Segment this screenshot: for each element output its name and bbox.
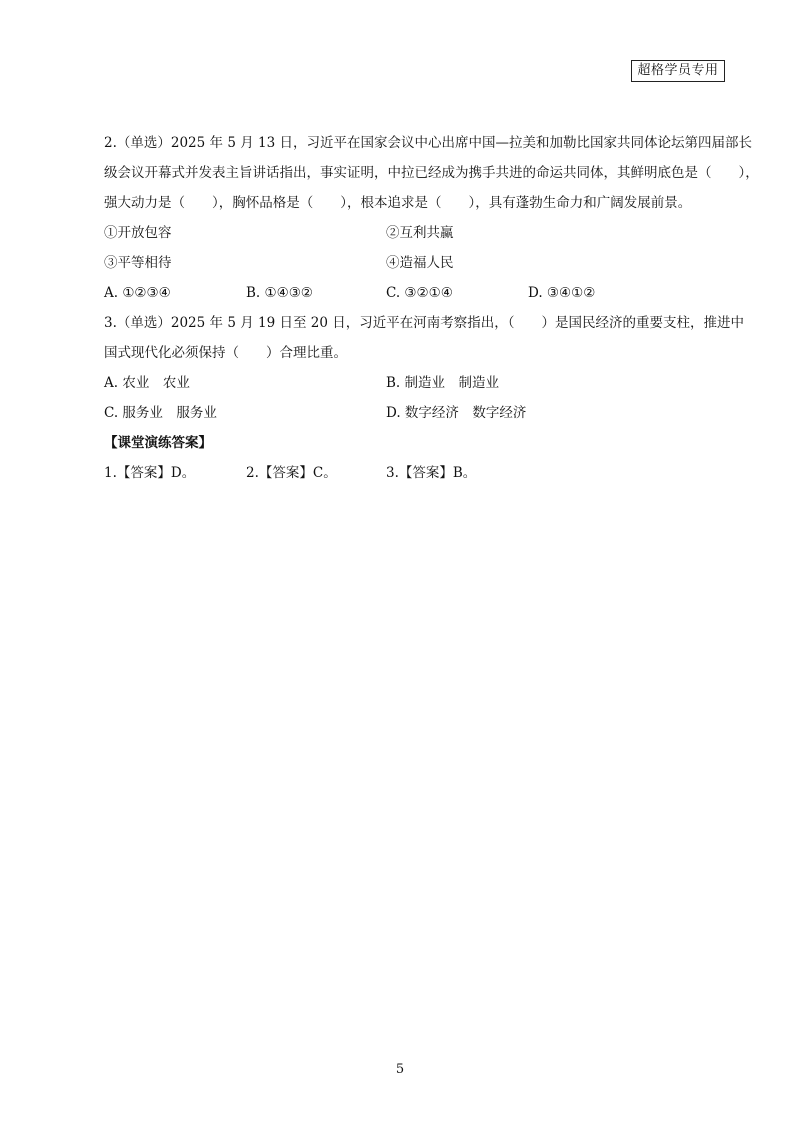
answer-1: 1.【答案】D。 (104, 465, 196, 481)
question-2-items-row-1 (104, 218, 724, 248)
question-2-option-b: B. ①④③② (246, 285, 313, 301)
question-2-stem-line-1: 2.（单选）2025 年 5 月 13 日，习近平在国家会议中心出席中国—拉美和加勒比国家共同体论坛第四届部长 (104, 135, 752, 151)
question-2-item-3: ③平等相待 (104, 255, 172, 271)
question-2-option-c: C. ③②①④ (386, 285, 453, 301)
answers-row (104, 458, 724, 488)
question-3-option-a: A. 农业 农业 (104, 375, 190, 391)
answers-title: 【课堂演练答案】 (104, 435, 212, 451)
question-3-option-d: D. 数字经济 数字经济 (386, 405, 527, 421)
question-3-stem-line-1: 3.（单选）2025 年 5 月 19 日至 20 日，习近平在河南考察指出，（ ）是国民经济的重要支柱，推进中 (104, 315, 744, 331)
question-2-options (104, 278, 724, 308)
question-3-option-c: C. 服务业 服务业 (104, 405, 217, 421)
question-3-stem-line-2: 国式现代化必须保持（ ）合理比重。 (104, 345, 347, 361)
question-2-item-4: ④造福人民 (386, 255, 454, 271)
question-3-options-row-2 (104, 398, 724, 428)
question-2-items-row-2 (104, 248, 724, 278)
question-2-item-2: ②互利共赢 (386, 225, 454, 241)
question-2-stem-line-3: 强大动力是（ ），胸怀品格是（ ），根本追求是（ ），具有蓬勃生命力和广阔发展前景。 (104, 195, 692, 211)
answer-3: 3.【答案】B。 (386, 465, 477, 481)
question-3 (104, 308, 744, 428)
question-2-option-d: D. ③④①② (528, 285, 596, 301)
question-2-stem-line-2: 级会议开幕式并发表主旨讲话指出，事实证明，中拉已经成为携手共进的命运共同体，其鲜明底色是（ ）， (104, 165, 759, 181)
page-number: 5 (395, 1062, 405, 1077)
student-only-label: 超格学员专用 (631, 60, 725, 82)
question-2 (104, 128, 759, 308)
question-3-option-b: B. 制造业 制造业 (386, 375, 500, 391)
question-3-options-row-1 (104, 368, 724, 398)
question-2-item-1: ①开放包容 (104, 225, 172, 241)
answers-section (104, 428, 724, 488)
question-2-option-a: A. ①②③④ (104, 285, 171, 301)
answer-2: 2.【答案】C。 (246, 465, 337, 481)
page-content (104, 128, 759, 488)
